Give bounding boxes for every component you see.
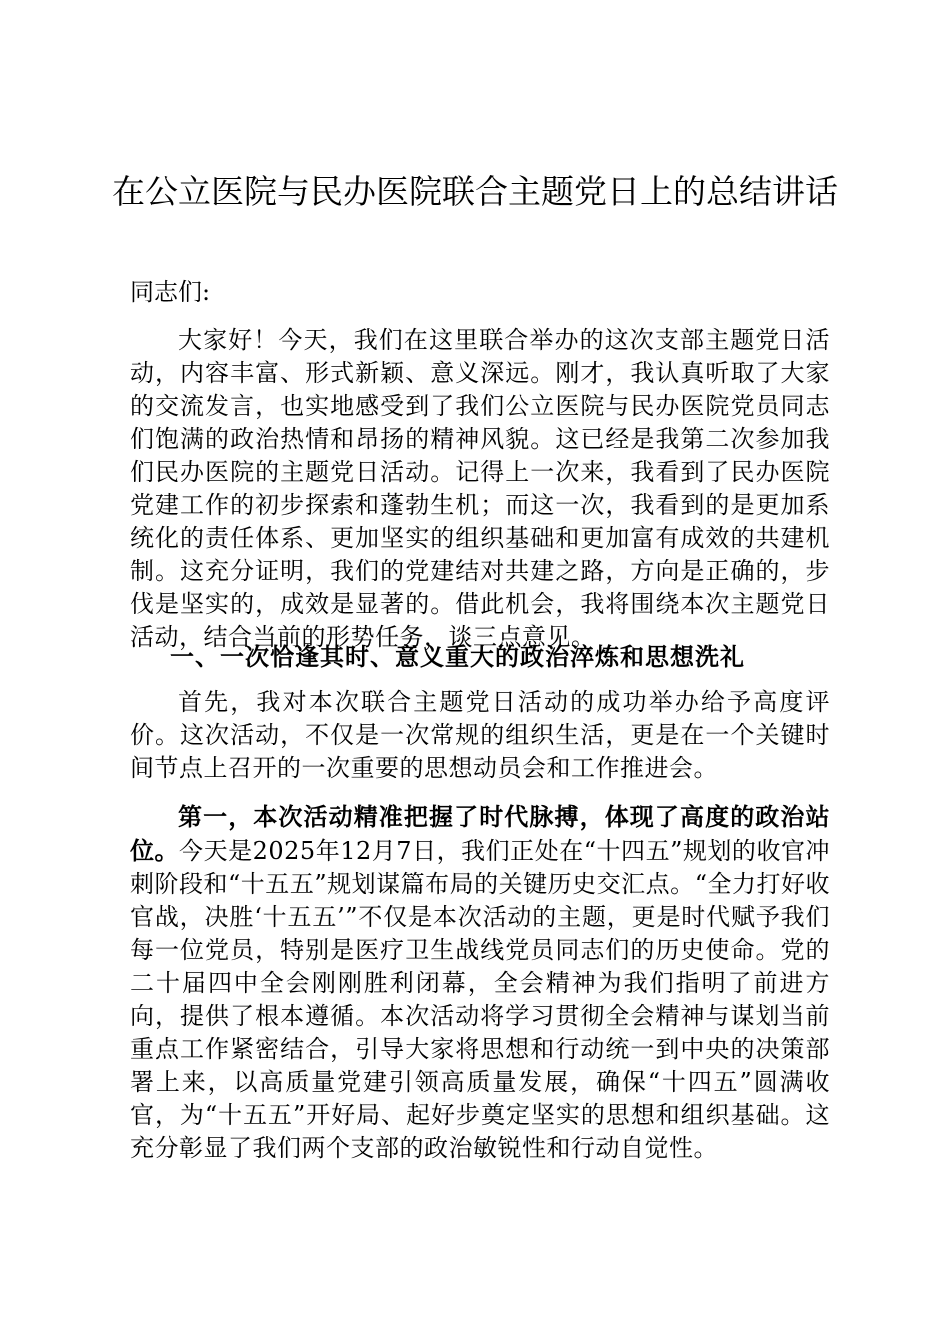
paragraph-body: 今天是2025年12月7日，我们正处在“十四五”规划的收官冲刺阶段和“十五五”规划谋篇布局的关键历史交汇点。“全力打好收官战，决胜‘十五五’”不仅是本次活动的主题，更是时代赋予我们每一位党员，特别是医疗卫生战线党员同志们的历史使命。党的二十届四中全会刚刚胜利闭幕，全会精神为我们指明了前进方向，提供了根本遵循。本次活动将学习贯彻全会精神与谋划当前重点工作紧密结合，引导大家将思想和行动统一到中央的决策部署上来，以高质量党建引领高质量发展，确保“十四五”圆满收官，为“十五五”开好局、起好步奠定坚实的思想和组织基础。这充分彰显了我们两个支部的政治敏锐性和行动自觉性。 xyxy=(130,837,830,1162)
greeting: 同志们: xyxy=(130,278,211,306)
paragraph-opening: 大家好！今天，我们在这里联合举办的这次支部主题党日活动，内容丰富、形式新颖、意义深远。刚才，我认真听取了大家的交流发言，也实地感受到了我们公立医院与民办医院党员同志们饱满的政治热情和昂扬的精神风貌。这已经是我第二次参加我们民办医院的主题党日活动。记得上一次来，我看到了民办医院党建工作的初步探索和蓬勃生机；而这一次，我看到的是更加系统化的责任体系、更加坚实的组织基础和更加富有成效的共建机制。这充分证明，我们的党建结对共建之路，方向是正确的，步伐是坚实的，成效是显著的。借此机会，我将围绕本次主题党日活动，结合当前的形势任务，谈三点意见。 xyxy=(130,326,830,651)
paragraph-lead-bold: 第一，本次活动精准把握了时代脉搏，体现了高度的政治站位。 xyxy=(130,802,830,865)
paragraph-evaluation: 首先，我对本次联合主题党日活动的成功举办给予高度评价。这次活动，不仅是一次常规的组织生活，更是在一个关键时间节点上召开的一次重要的思想动员会和工作推进会。 xyxy=(130,688,830,782)
document-title: 在公立医院与民办医院联合主题党日上的总结讲话 xyxy=(112,172,838,211)
paragraph-first-point xyxy=(130,800,830,1165)
section-heading-1: 一、一次恰逢其时、意义重大的政治淬炼和思想洗礼 xyxy=(170,642,745,671)
